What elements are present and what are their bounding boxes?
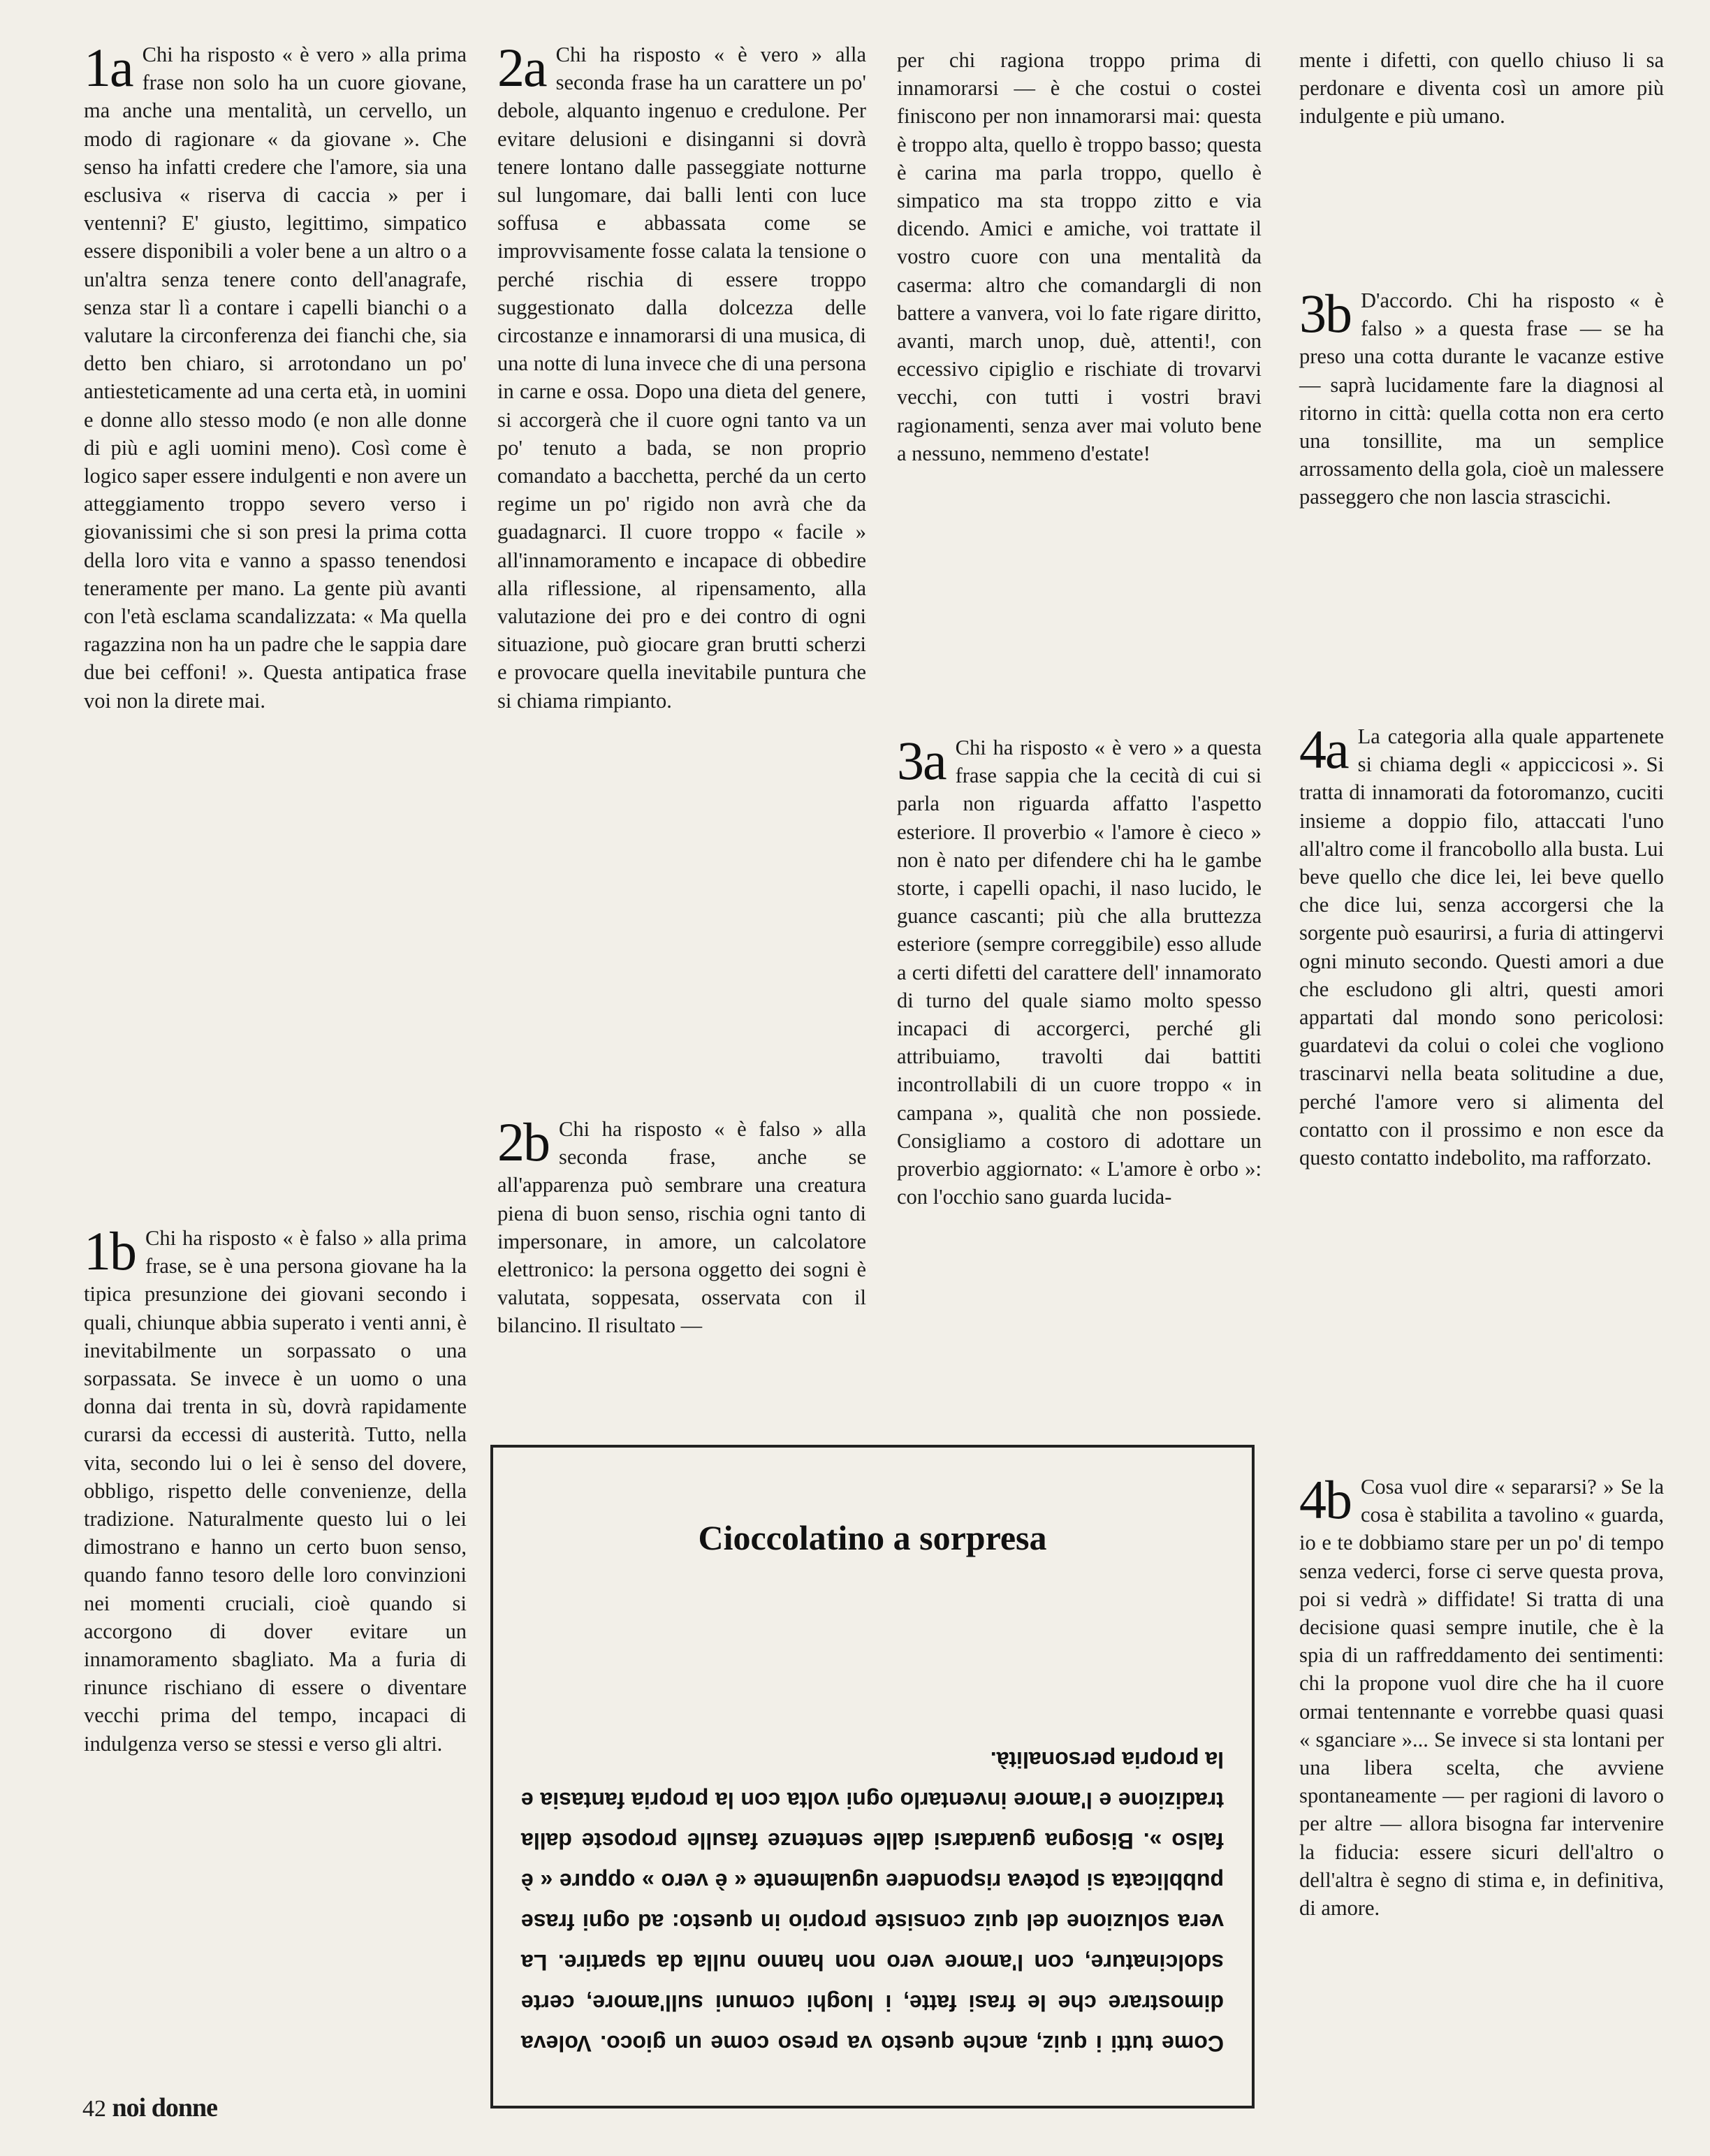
section-3a-continued: mente i difetti, con quello chiuso li sa perdonare e diventa così un amore più indulgente e più umano. xyxy=(1299,48,1664,129)
column-1-lower xyxy=(84,1221,467,1758)
section-tag-2b: 2b xyxy=(497,1112,549,1172)
section-4b xyxy=(1299,1469,1664,1922)
page-number: 42 xyxy=(82,2096,106,2122)
section-tag-1a: 1a xyxy=(84,37,133,98)
column-2-lower xyxy=(497,1112,866,1340)
column-4-3b xyxy=(1299,283,1664,511)
section-1b xyxy=(84,1221,467,1758)
section-3a xyxy=(897,730,1262,1211)
column-3-lower xyxy=(897,730,1262,1211)
column-2 xyxy=(497,37,866,715)
section-tag-2a: 2a xyxy=(497,37,546,98)
section-2b xyxy=(497,1112,866,1340)
section-3a-text: Chi ha risposto « è vero » a questa frase sappia che la cecità di cui si parla non riguarda affatto l'aspetto esteriore. Il proverbio « l'amore è cieco » non è nato per difendere chi ha le gambe storte, i capelli opachi, il naso lucido, le guance cascanti; più che alla bruttezza esteriore (sempre correggibile) esso allude a certi difetti del carattere dell' innamorato di turno del quale siamo molto spesso incapaci di accorgerci, perché gli attribuiamo, travolti dai battiti incontrollabili di un cuore troppo « in campana », qualità che non possiede. Consigliamo a costoro di adottare un proverbio aggiornato: « L'amore è orbo »: con l'occhio sano guarda lucida- xyxy=(897,736,1262,1209)
section-3b-text: D'accordo. Chi ha risposto « è falso » a questa frase — se ha preso una cotta durante le vacanze estive — saprà lucidamente fare la diagnosi al ritorno in città: quella cotta non era certo una tonsillite, ma un semplice arrossamento della gola, cioè un malessere passeggero che non lascia strascichi. xyxy=(1299,289,1664,509)
section-tag-3a: 3a xyxy=(897,730,946,791)
section-2a-text: Chi ha risposto « è vero » alla seconda frase ha un carattere un po' debole, alquanto ingenuo e credulone. Per evitare delusioni e disinganni si dovrà tenere lontano dalle passeggiate notturne sul lungomare, dai balli lenti con luce soffusa e abbassata come se improvvisamente fosse calata la tensione o perché rischia di essere troppo suggestionato dalla dolcezza delle circostanze e innamorarsi di una musica, di una notte di luna invece che di una persona in carne e ossa. Dopo una dieta del genere, si accorgerà che il cuore ogni tanto va un po' tenuto a bada, se non proprio comandato a bacchetta, perché da un certo regime un po' rigido non avrà che da guadagnarci. Il cuore troppo « facile » all'innamoramento e incapace di obbedire alla riflessione, al ripensamento, alla valutazione dei pro e dei contro di ogni situazione, può giocare gran brutti scherzi e provocare quella inevitabile puntura che si chiama rimpianto. xyxy=(497,43,866,713)
solution-box-upside-down-text: Come tutti i quiz, anche questo va preso come un gioco. Voleva dimostrare che le frasi fatte, i luoghi comuni sull'amore, certe sdolcinature, con l'amore vero non hanno nulla da spartire. La vera soluzione del quiz consiste proprio in questo: ad ogni frase pubblicata si poteva rispondere ugualmente « è vero » oppure « è falso ». Bisogna guardarsi dalle sentenze fasulle proposte dalla tradizione e l'amore inventarlo ogni volta con la propria fantasia e la propria personalità. xyxy=(521,1747,1224,2056)
page-footer xyxy=(82,2092,217,2123)
solution-box-title: Cioccolatino a sorpresa xyxy=(698,1518,1047,1557)
section-1a xyxy=(84,37,467,715)
section-tag-4b: 4b xyxy=(1299,1469,1351,1530)
section-3b xyxy=(1299,283,1664,511)
section-4b-text: Cosa vuol dire « separarsi? » Se la cosa è stabilita a tavolino « guarda, io e te dobbiamo stare per un po' di tempo senza vederci, forse ci serve questa prova, poi si vedrà » diffidate! Si tratta di una decisione quasi sempre inutile, che è la spia di un raffreddamento dei sentimenti: chi la propone vuol dire che ha il cuore ormai tentennante e vorrebbe quasi quasi « sganciare »... Se invece si sta lontani per una libera scelta, che avviene spontaneamente — per ragioni di lavoro o per altre — allora bisogna far intervenire la fiducia: essere sicuri dell'altro o dell'altra è segno di stima e, in definitiva, di amore. xyxy=(1299,1475,1664,1921)
column-4-4b xyxy=(1299,1469,1664,1922)
section-4a xyxy=(1299,719,1664,1172)
solution-box xyxy=(490,1445,1255,2108)
section-4a-text: La categoria alla quale appartenete si chiama degli « appiccicosi ». Si tratta di innamorati da fotoromanzo, cuciti insieme a doppio filo, attaccati l'uno all'altro come il francobollo alla busta. Lui beve quello che dice lei, lei beve quello che dice lui, senza accorgersi che la sorgente può esaurirsi, a furia di attingervi ogni minuto secondo. Questi amori a due che escludono gli altri, questi amori appartati dal mondo sono pericolosi: guardatevi da colui o colei che vogliono trascinarvi nella beata solitudine a due, perché l'amore vero si alimenta del contatto con il prossimo e non esce da questo contatto indebolito, ma rafforzato. xyxy=(1299,724,1664,1170)
column-4-4a xyxy=(1299,719,1664,1172)
magazine-name: noi donne xyxy=(112,2093,217,2122)
column-4 xyxy=(1299,46,1664,131)
column-3 xyxy=(897,46,1262,467)
section-tag-3b: 3b xyxy=(1299,283,1351,344)
column-1 xyxy=(84,37,467,715)
section-1b-text: Chi ha risposto « è falso » alla prima frase, se è una persona giovane ha la tipica presunzione dei giovani secondo i quali, chiunque abbia superato i venti anni, è inevitabilmente un sorpassato o una sorpassata. Se invece è un uomo o una donna dai trenta in sù, dovrà rapidamente curarsi da eccessi di austerità. Tutto, nella vita, secondo lui o lei è senso del dovere, obbligo, rispetto delle convenienze, della tradizione. Naturalmente questo lui o lei dimostrano e hanno un certo buon senso, quando fanno tesoro delle loro convinzioni nei momenti cruciali, cioè quando si accorgono di dover evitare un innamoramento sbagliato. Ma a furia di rinunce rischiano di essere o diventare vecchi prima del tempo, incapaci di indulgenza verso se stessi e verso gli altri. xyxy=(84,1226,467,1756)
section-2b-text: Chi ha risposto « è falso » alla seconda frase, anche se all'apparenza può sembrare una creatura piena di buon senso, rischia ogni tanto di impersonare, in amore, un calcolatore elettronico: la persona oggetto dei sogni è valutata, soppesata, osservata con il bilancino. Il risultato — xyxy=(497,1117,866,1338)
section-2a xyxy=(497,37,866,715)
section-1a-text: Chi ha risposto « è vero » alla prima frase non solo ha un cuore giovane, ma anche una mentalità, un cervello, un modo di ragionare « da giovane ». Che senso ha infatti credere che l'amore, sia una esclusiva « riserva di caccia » per i ventenni? E' giusto, legittimo, simpatico essere disponibili a voler bene a un altro o a un'altra senza tenere conto dell'anagrafe, senza star lì a contare i capelli bianchi o a valutare la circonferenza dei fianchi che, sia detto ben chiaro, si arrotondano un po' antiesteticamente ad una certa età, in uomini e donne allo stesso modo (e non alle donne di più e agli uomini meno). Così come è logico saper essere indulgenti e non avere un atteggiamento troppo severo verso i giovanissimi che si son presi la prima cotta della loro vita e vanno a spasso tenendosi teneramente per mano. La gente più avanti con l'età esclama scandalizzata: « Ma quella ragazzina non ha un padre che le sappia dare due bei ceffoni! ». Questa antipatica frase voi non la direte mai. xyxy=(84,43,467,713)
section-2b-continued: per chi ragiona troppo prima di innamorarsi — è che costui o costei finiscono per non innamorarsi mai: questa è troppo alta, quello è troppo basso; questa è carina ma parla troppo, quello è simpatico ma sta troppo zitto e via dicendo. Amici e amiche, voi trattate il vostro cuore con una mentalità da caserma: altro che comandargli di non battere a vanvera, voi lo fate rigare diritto, avanti, march unop, duè, attenti!, con eccessivo cipiglio e rischiate di trovarvi vecchi, con tutti i vostri bravi ragionamenti, senza aver mai voluto bene a nessuno, nemmeno d'estate! xyxy=(897,48,1262,465)
section-tag-4a: 4a xyxy=(1299,719,1348,780)
section-tag-1b: 1b xyxy=(84,1221,136,1281)
